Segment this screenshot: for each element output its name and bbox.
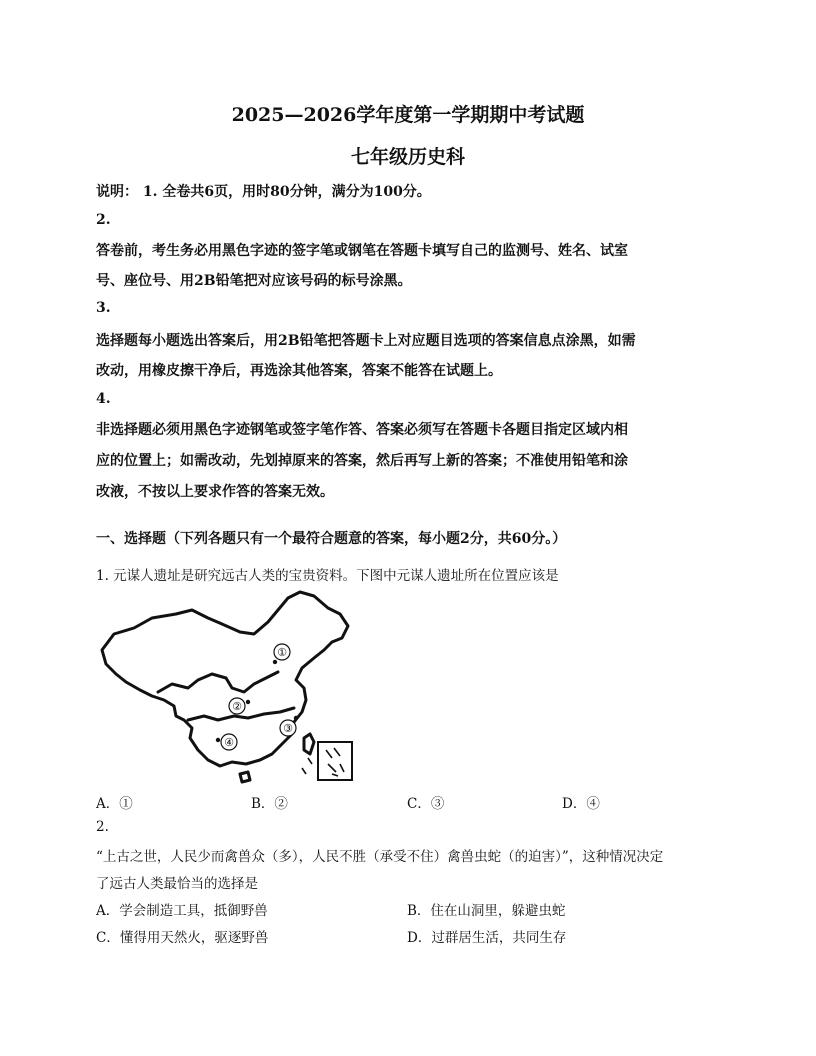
question-2-stem-line-1: “上古之世，人民少而禽兽众（多），人民不胜（承受不住）禽兽虫蛇（的迫害）”，这种情况决定 [96,849,664,865]
exam-subtitle: 七年级历史科 [350,146,465,168]
instruction-item-2-line-1: 答卷前，考生务必用黑色字迹的签字笔或钢笔在答题卡填写自己的监测号、姓名、试室 [96,243,628,259]
exam-title: 2025—2026学年度第一学期期中考试题 [231,104,585,126]
taiwan-island [304,734,314,754]
q1-option-d[interactable]: D．④ [562,796,600,812]
instruction-item-4-line-2: 应的位置上；如需改动，先划掉原来的答案，然后再写上新的答案；不准使用铅笔和涂 [96,453,628,469]
question-2-number: 2. [96,819,109,835]
marker-2-label: ② [232,700,242,713]
q2-option-b[interactable]: B．住在山洞里，躲避虫蛇 [407,903,566,919]
section-heading: 一、选择题（下列各题只有一个最符合题意的答案，每小题2分，共60分。） [96,531,567,547]
yellow-river [158,672,278,692]
marker-2 [229,698,250,714]
instruction-item-4-line-3: 改液，不按以上要求作答的答案无效。 [96,484,334,500]
instruction-number-3: 3. [96,300,111,316]
question-1-stem: 1. 元谋人遗址是研究远古人类的宝贵资料。下图中元谋人遗址所在位置应该是 [96,568,559,584]
marker-1 [273,644,290,664]
marker-3 [280,716,298,736]
q1-option-c[interactable]: C．③ [407,796,445,812]
instruction-line-1: 说明： 1. 全卷共6页，用时80分钟，满分为100分。 [96,184,431,200]
hainan-island [240,772,250,782]
south-china-sea-inset [302,742,352,780]
q2-option-c[interactable]: C．懂得用天然火，驱逐野兽 [96,930,269,946]
question-2-stem-line-2: 了远古人类最恰当的选择是 [96,876,258,892]
marker-3-label: ③ [283,722,293,735]
china-map-figure [96,588,366,788]
instruction-item-3-line-1: 选择题每小题选出答案后，用2B铅笔把答题卡上对应题目选项的答案信息点涂黑，如需 [96,333,636,349]
q1-option-b[interactable]: B．② [251,796,288,812]
q2-option-d[interactable]: D．过群居生活，共同生存 [407,930,567,946]
instruction-item-3-line-2: 改动，用橡皮擦干净后，再选涂其他答案，答案不能答在试题上。 [96,363,502,379]
marker-4-label: ④ [224,736,234,749]
marker-1-label: ① [277,646,287,659]
q1-option-a[interactable]: A．① [96,796,133,812]
instruction-number-2: 2. [96,212,111,228]
instruction-item-2-line-2: 号、座位号、用2B铅笔把对应该号码的标号涂黑。 [96,273,412,289]
marker-4 [216,734,237,750]
instruction-item-4-line-1: 非选择题必须用黑色字迹钢笔或签字笔作答、答案必须写在答题卡各题目指定区域内相 [96,422,628,438]
instruction-number-4: 4. [96,391,111,407]
q2-option-a[interactable]: A．学会制造工具，抵御野兽 [96,903,268,919]
